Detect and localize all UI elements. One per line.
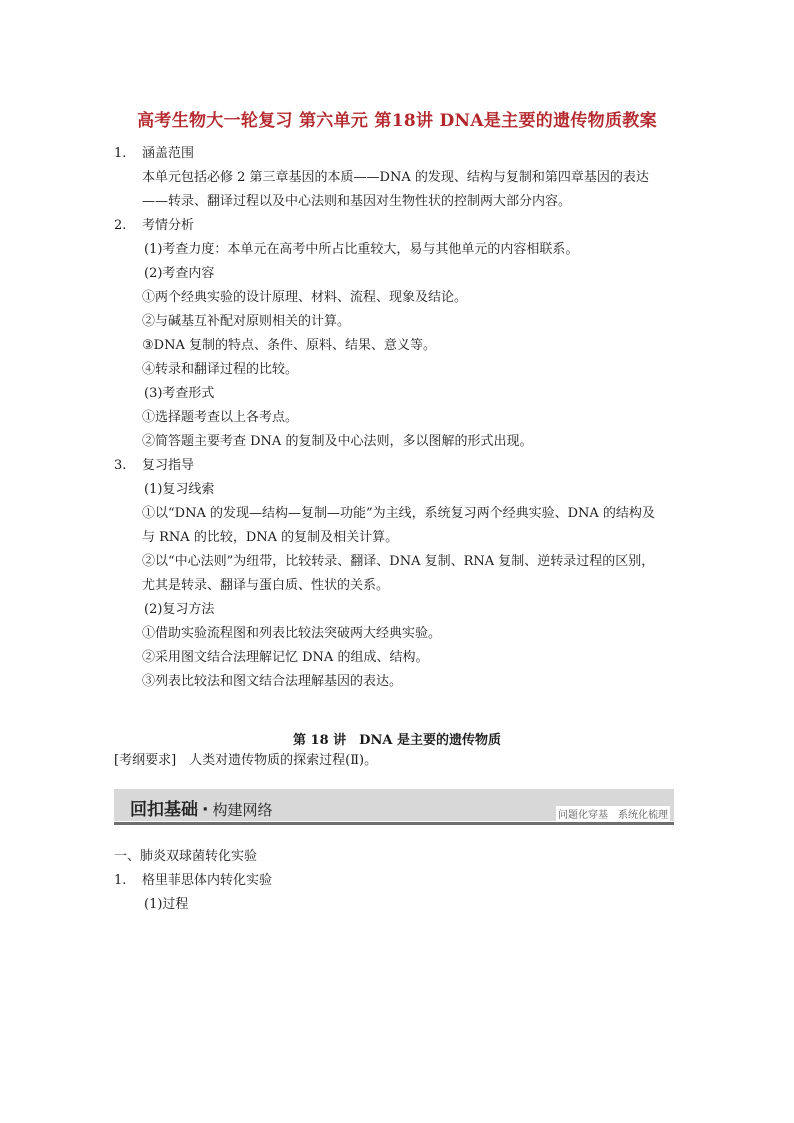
section-2-number: 2. xyxy=(114,218,127,233)
banner-underline xyxy=(114,822,674,825)
section-2-heading: 考情分析 xyxy=(142,218,195,233)
section-3-item-a2: ②以“中心法则”为纽带，比较转录、翻译、DNA 复制、RNA 复制、逆转录过程的区别， xyxy=(142,554,655,569)
section-1-number: 1. xyxy=(114,146,127,161)
section-1-text-line-1: 本单元包括必修 2 第三章基因的本质——DNA 的发现、结构与复制和第四章基因的表达 xyxy=(142,170,649,185)
section-2-item-c2: ②简答题主要考查 DNA 的复制及中心法则，多以图解的形式出现。 xyxy=(142,434,533,449)
section-3-number: 3. xyxy=(114,458,127,473)
banner-title-main: 回扣基础 xyxy=(130,800,198,820)
section-3-item-b: (2)复习方法 xyxy=(144,602,215,617)
part-1-subitem: (1)过程 xyxy=(144,897,189,912)
section-3-item-a1: ①以“DNA 的发现—结构—复制—功能”为主线，系统复习两个经典实验、DNA 的结构及 xyxy=(142,506,655,521)
section-2-item-c1: ①选择题考查以上各考点。 xyxy=(142,410,299,425)
banner-title-dot: · xyxy=(202,800,209,820)
section-3-item-b1: ①借助实验流程图和列表比较法突破两大经典实验。 xyxy=(142,626,442,641)
section-3-item-b3: ③列表比较法和图文结合法理解基因的表达。 xyxy=(142,674,403,689)
banner-title-sub: 构建网络 xyxy=(212,801,273,819)
section-2-item-b: (2)考查内容 xyxy=(144,266,215,281)
part-1-item: 格里菲思体内转化实验 xyxy=(142,873,273,888)
section-1-heading: 涵盖范围 xyxy=(142,146,195,161)
section-2-item-a: (1)考查力度：本单元在高考中所占比重较大，易与其他单元的内容相联系。 xyxy=(144,242,579,257)
exam-requirement: [考纲要求] 人类对遗传物质的探索过程(Ⅱ)。 xyxy=(114,753,378,768)
part-1-heading: 一、肺炎双球菌转化实验 xyxy=(114,849,258,864)
section-2-item-b1: ①两个经典实验的设计原理、材料、流程、现象及结论。 xyxy=(142,290,468,305)
section-3-item-a1-cont: 与 RNA 的比较，DNA 的复制及相关计算。 xyxy=(142,530,399,545)
section-2-item-b4: ④转录和翻译过程的比较。 xyxy=(142,362,299,377)
section-2-item-c: (3)考查形式 xyxy=(144,386,215,401)
banner-tagline: 问题化穿基 系统化梳理 xyxy=(556,806,670,821)
section-3-heading: 复习指导 xyxy=(142,458,195,473)
part-1-item-number: 1. xyxy=(114,873,127,888)
document-title: 高考生物大一轮复习 第六单元 第18讲 DNA是主要的遗传物质教案 xyxy=(137,111,657,131)
section-3-item-a2-cont: 尤其是转录、翻译与蛋白质、性状的关系。 xyxy=(142,578,390,593)
section-1-text-line-2: ——转录、翻译过程以及中心法则和基因对生物性状的控制两大部分内容。 xyxy=(142,194,572,209)
lecture-title: 第 18 讲 DNA 是主要的遗传物质 xyxy=(293,733,501,748)
section-2-item-b3: ③DNA 复制的特点、条件、原料、结果、意义等。 xyxy=(142,338,436,353)
section-3-item-a: (1)复习线索 xyxy=(144,482,215,497)
section-banner xyxy=(114,789,674,825)
banner-title xyxy=(130,795,272,820)
section-2-item-b2: ②与碱基互补配对原则相关的计算。 xyxy=(142,314,351,329)
section-3-item-b2: ②采用图文结合法理解记忆 DNA 的组成、结构。 xyxy=(142,650,429,665)
